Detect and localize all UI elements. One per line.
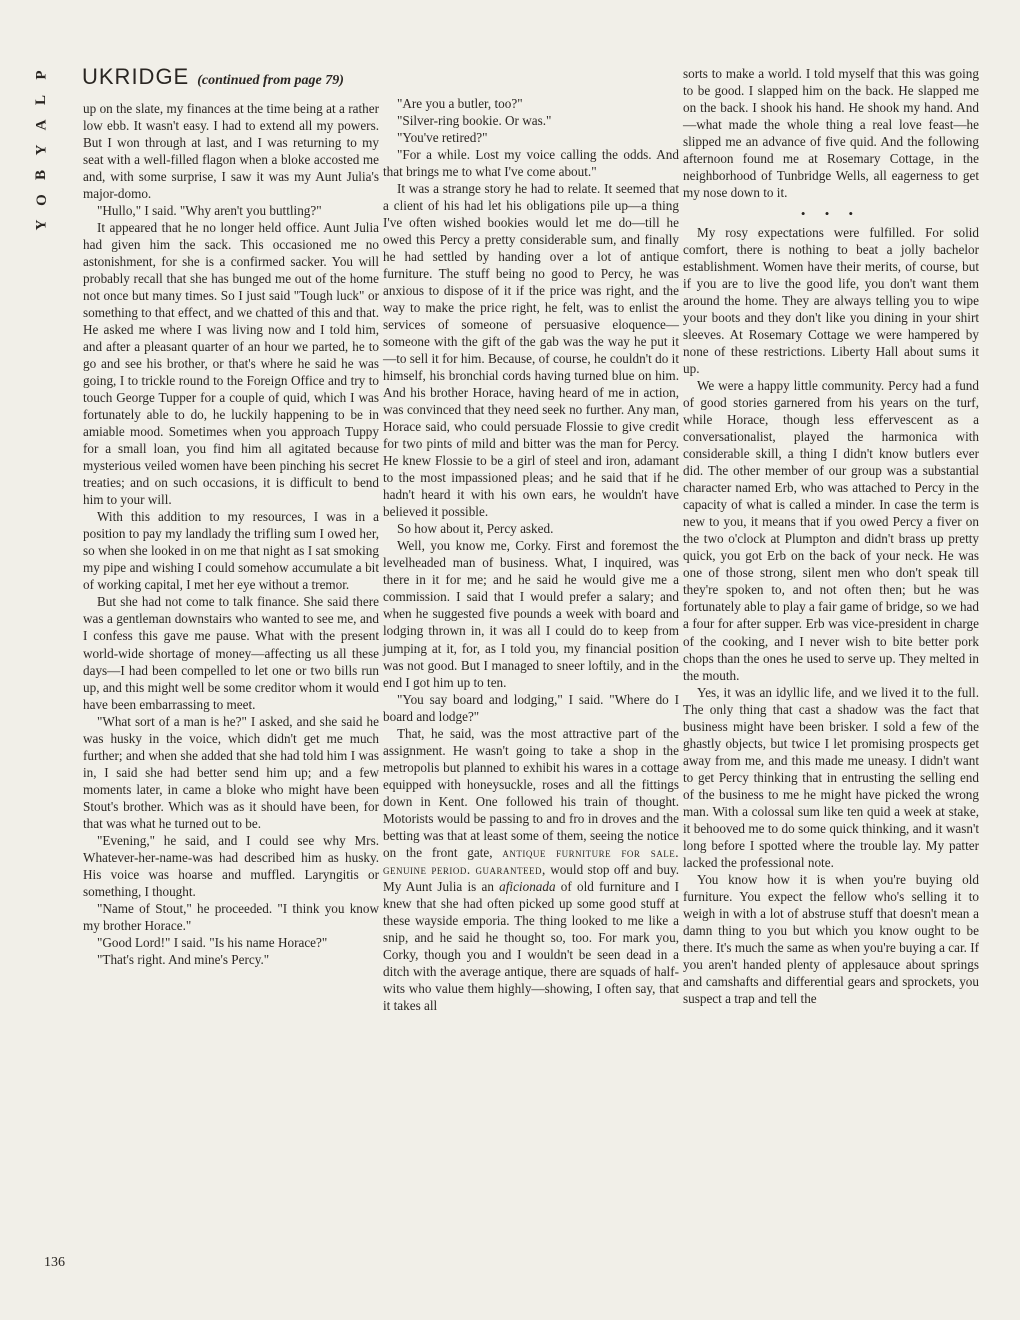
paragraph: So how about it, Percy asked.: [397, 521, 554, 537]
paragraph: sorts to make a world. I told myself that this was going to be good. I slapped him on the back. He slapped me on the back. I shook his hand. He shook my hand. And—what made the whole thing a real love feast—he slipped me an advance of five quid. And the following afternoon found me at Rosemary Cottage, in the neighborhood of Tunbridge Wells, all eagerness to get my nose down to it.: [683, 66, 979, 201]
logo-letter: Y: [33, 143, 50, 156]
logo-letter: A: [33, 118, 50, 131]
paragraph: Well, you know me, Corky. First and foremost the levelheaded man of business. What, I inquired, was there in it for me; and he said he would give me a commission. I said that I would prefer a salary; and when he suggested five pounds a week with board and lodging thrown in, it was all I could do to keep from jumping at it, for, as I told you, my financial position was not good. But I managed to sneer loftily, and in the end I got him up to ten.: [383, 538, 679, 690]
paragraph: "Are you a butler, too?": [397, 96, 523, 111]
paragraph: "For a while. Lost my voice calling the odds. And that brings me to what I've come about.": [383, 147, 679, 180]
logo-letter: Y: [33, 218, 50, 231]
paragraph: We were a happy little community. Percy had a fund of good stories garnered from his years on the turf, while Horace, though less effervescent as a conversationalist, played the harmonica with considerable skill, a thing I didn't know butlers ever did. The other member of our group was a substantial character named Erb, who was attached to Percy in the capacity of what is called a minder. In case the term is new to you, it means that if you owed Percy a fiver on the two o'clock at Plumpton and didn't brass up pretty quick, you got Erb on the back of your neck. He was one of those strong, silent men who don't speak till they're spoken to, and not often then; but he was fortunately able to play a fair game of bridge, so we had a four for after supper. Erb was vice-president in charge of the cooking, and I never wish to bite better pork chops than the ones he used to serve up. They melted in the mouth.: [683, 378, 979, 683]
paragraph: "Name of Stout," he proceeded. "I think you know my brother Horace.": [83, 900, 379, 933]
paragraph-text: That, he said, was the most attractive part of the assignment. He wasn't going to take a shop in the metropolis but planned to exhibit his wares in a cottage equipped with honeysuckle, roses and all the fittings down in Kent. One followed his train of thought. Motorists would be passing to and fro in droves and the betting was that at least some of them, seeing the notice on the front gate,: [383, 725, 679, 860]
logo-letter: L: [33, 93, 50, 106]
italic-word: aficionada: [499, 878, 556, 894]
paragraph: "You've retired?": [397, 130, 488, 146]
paragraph: You know how it is when you're buying old furniture. You expect the fellow who's selling it to weigh in with a lot of abstruse stuff that doesn't mean a damn thing to you but which you know ought to be there. It's much the same as when you're buying a car. If you aren't handed plenty of applesauce about springs and camshafts and differential gears and sprockets, you suspect a trap and tell the: [683, 871, 979, 1006]
paragraph: "What sort of a man is he?" I asked, and she said he was husky in the voice, which didn't get me much further; and when she added that she had told him I was in, I said she had better send him up; and a few moments later, in came a bloke who might have been Stout's brother. Which was as it should have been, for that was what he turned out to be.: [83, 713, 379, 831]
magazine-vertical-logo: [22, 62, 62, 237]
sale-sign-text: antique furniture for sale. genuine period. guaranteed,: [383, 844, 680, 877]
article-title: UKRIDGE: [82, 64, 190, 89]
article-header: [82, 64, 402, 94]
paragraph: It was a strange story he had to relate. It seemed that a client of his had let his obligations pile up—a thing I've often wished bookies would let me do—till he owed this Percy a pretty considerable sum, and finally he had settled by handing over a lot of antique furniture. The stuff being no good to Percy, he was anxious to dispose of it if the price was right, and the way to make the price right, he felt, was to enlist the services of someone of persuasive eloquence—someone with the gift of the gab was the way he put it—to sell it for him. Because, of course, he couldn't do it himself, his bronchial cords having turned blue on him. And his brother Horace, having heard of me in action, was convinced that they need seek no further. Any man, Horace said, who could persuade Flossie to give credit for two pints of mild and bitter was the man for Percy. He knew Flossie to be a girl of steel and iron, adamant to the most impassioned pleas; and he said that if he hadn't heard it with his own ears, he wouldn't have believed it possible.: [383, 181, 679, 520]
logo-letter: O: [33, 193, 50, 206]
paragraph: up on the slate, my finances at the time being at a rather low ebb. It wasn't easy. I had to extend all my powers. But I won through at last, and I was returning to my seat with a well-filled flagon when a bloke accosted me and, with some surprise, I saw it was my Aunt Julia's major-domo.: [83, 101, 379, 202]
text-column-2: [383, 95, 679, 1014]
logo-letter: B: [33, 168, 50, 181]
section-separator: • • •: [800, 206, 862, 222]
text-column-3: [683, 65, 979, 1007]
paragraph: "Hullo," I said. "Why aren't you buttling?": [97, 203, 322, 219]
logo-letter: P: [33, 69, 50, 80]
paragraph: "You say board and lodging," I said. "Where do I board and lodge?": [383, 691, 679, 724]
paragraph: But she had not come to talk finance. She said there was a gentleman downstairs who wanted to see me, and I confess this gave me pause. What with the present world-wide shortage of money—affecting us all these days—I had been compelled to let one or two bills run up, and this might well be some creditor whom it would have been embarrassing to meet.: [83, 594, 379, 712]
paragraph-text: would stop off and buy. My Aunt Julia is an: [383, 861, 679, 894]
paragraph: "Good Lord!" I said. "Is his name Horace?": [97, 934, 328, 950]
text-column-1: [83, 100, 379, 968]
paragraph: "Evening," he said, and I could see why Mrs. Whatever-her-name-was had described him as husky. His voice was hoarse and muffled. Laryngitis or something, I thought.: [83, 832, 379, 899]
page-number: 136: [44, 1255, 65, 1270]
paragraph: It appeared that he no longer held office. Aunt Julia had given him the sack. This occasioned me no astonishment, for she is a confirmed sacker. You will probably recall that she has bunged me out of the home not once but many times. So I just said "Tough luck" or something to that effect, and we chatted of this and that. He asked me where I was living now and I told him, and after a pleasant quarter of an hour we parted, he to go and see his brother, or that's where he said he was going, I to trickle round to the Foreign Office and try to touch George Tupper for a couple of quid, which I was fortunately able to do, he luckily happening to be in amiable mood. Sometimes when you approach Tuppy for a small loan, you find him all agitated because mysterious veiled women have been pinching his secret treaties; and on such occasions, it is difficult to bend him to your will.: [83, 220, 379, 508]
continued-from-note: (continued from page 79): [197, 73, 344, 88]
paragraph: "That's right. And mine's Percy.": [97, 951, 270, 967]
paragraph-text: of old furniture and I knew that she had often picked up some good stuff at these wayside emporia. The thing looked to me like a snip, and he said he thought so, too. For mark you, Corky, though you and I wouldn't be seen dead in a ditch with the average antique, there are squads of half-wits who value them highly—showing, I often say, that it takes all: [383, 878, 680, 1013]
paragraph: [383, 725, 679, 1014]
paragraph: My rosy expectations were fulfilled. For solid comfort, there is nothing to beat a jolly bachelor establishment. Women have their merits, of course, but if you are to live the good life, you don't want them around the home. They are always telling you to wipe your boots and they don't like you dining in your shirt sleeves. At Rosemary Cottage we were hampered by none of these restrictions. Liberty Hall about sums it up.: [683, 225, 979, 377]
paragraph: With this addition to my resources, I was in a position to pay my landlady the trifling sum I owed her, so when she looked in on me that night as I sat smoking my pipe and wishing I could somehow accumulate a bit of working capital, I met her eye without a tremor.: [83, 509, 379, 593]
paragraph: Yes, it was an idyllic life, and we lived it to the full. The only thing that cast a shadow was the fact that business might have been brisker. I sold a few of the ghastly objects, but twice I let promising prospects get away from me, and this made me uneasy. I didn't want to get Percy thinking that in entrusting the selling end of the business to me he might have picked the wrong man. With a colossal sum like ten quid a week at stake, it behooved me to do some quick thinking, and it wasn't long before I spotted where the trouble lay. My patter lacked the professional note.: [683, 684, 979, 870]
paragraph: "Silver-ring bookie. Or was.": [397, 113, 552, 129]
